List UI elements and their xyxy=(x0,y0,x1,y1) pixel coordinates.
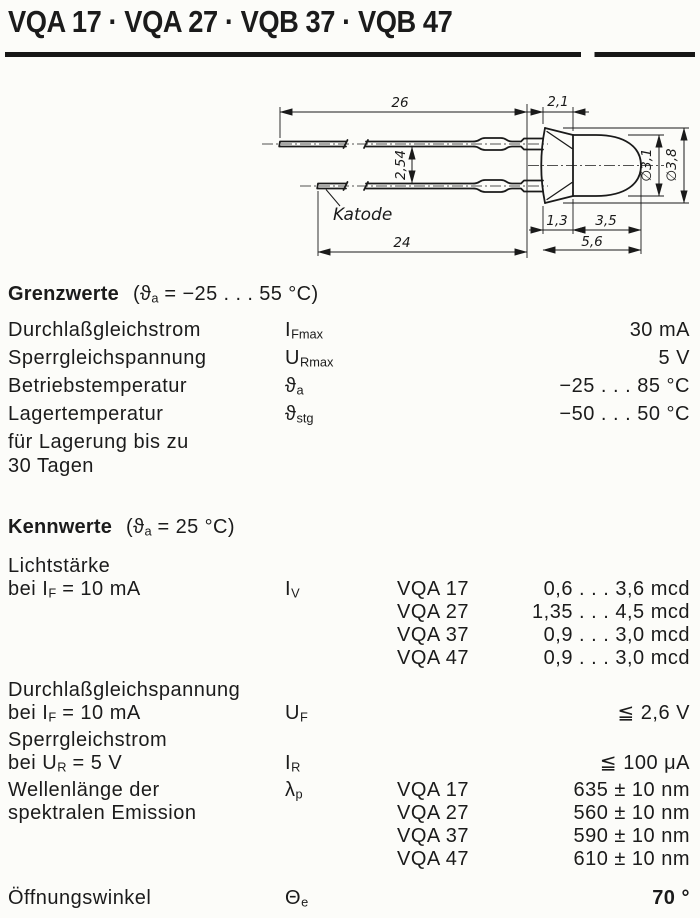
param-value: −25 . . . 85 °C xyxy=(559,375,690,397)
dim-seg2-label: 3,5 xyxy=(595,213,617,229)
extension-lines xyxy=(280,104,689,258)
dim-flange-width-label: 2,1 xyxy=(547,94,569,110)
param-value: 70 ° xyxy=(652,887,690,909)
spec-row xyxy=(8,753,690,776)
grenzwerte-section xyxy=(8,283,690,480)
param-label: 30 Tagen xyxy=(8,455,94,477)
param-label: bei IF = 10 mA xyxy=(8,702,141,725)
param-label: Lagertemperatur xyxy=(8,403,164,425)
param-value: 635 ± 10 nm xyxy=(573,779,690,801)
param-value: 30 mA xyxy=(629,319,690,341)
led-dimension-drawing xyxy=(250,80,700,275)
param-label: spektralen Emission xyxy=(8,802,197,824)
katode-leader-line xyxy=(326,190,340,207)
spec-row xyxy=(8,456,690,480)
device-type: VQA 17 xyxy=(397,779,469,801)
param-value: 5 V xyxy=(658,347,690,369)
spec-row xyxy=(8,703,690,726)
centerlines xyxy=(262,144,664,186)
spec-row xyxy=(8,826,690,849)
param-label: bei IF = 10 mA xyxy=(8,578,141,601)
spec-row xyxy=(8,680,690,703)
param-label: Sperrgleichspannung xyxy=(8,347,207,369)
dim-bottom-lead-label: 24 xyxy=(393,235,411,251)
param-symbol: ϑa xyxy=(285,375,304,398)
spec-row xyxy=(8,348,690,376)
param-symbol: IR xyxy=(285,752,301,775)
device-type: VQA 37 xyxy=(397,825,469,847)
param-symbol: IFmax xyxy=(285,319,324,342)
param-symbol: IV xyxy=(285,578,300,601)
spec-row xyxy=(8,780,690,803)
dim-flange-diameter-label: ∅3,8 xyxy=(664,148,680,182)
param-label: Lichtstärke xyxy=(8,555,111,577)
dim-seg1-label: 1,3 xyxy=(546,213,568,229)
param-label: bei UR = 5 V xyxy=(8,752,123,775)
param-value: 610 ± 10 nm xyxy=(573,848,690,870)
spec-row xyxy=(8,888,690,911)
param-symbol: Θe xyxy=(285,887,309,910)
katode-label: Katode xyxy=(333,205,393,225)
spec-row xyxy=(8,579,690,602)
dim-top-lead-label: 26 xyxy=(391,95,409,111)
param-symbol: λp xyxy=(285,779,303,802)
dim-dome-diameter-label: ∅3,1 xyxy=(639,148,655,182)
param-value: −50 . . . 50 °C xyxy=(559,403,690,425)
section-heading-grenzwerte: Grenzwerte (ϑa = −25 . . . 55 °C) xyxy=(8,283,319,306)
spec-row xyxy=(8,432,690,456)
device-type: VQA 27 xyxy=(397,601,469,623)
device-type: VQA 37 xyxy=(397,624,469,646)
page-title: VQA 17 · VQA 27 · VQB 37 · VQB 47 xyxy=(8,4,453,39)
param-value: 0,9 . . . 3,0 mcd xyxy=(543,647,690,669)
device-type: VQA 17 xyxy=(397,578,469,600)
kennwerte-section xyxy=(8,516,690,911)
param-value: 590 ± 10 nm xyxy=(573,825,690,847)
param-label: Wellenlänge der xyxy=(8,779,160,801)
spec-row xyxy=(8,849,690,872)
spec-row xyxy=(8,625,690,648)
title-divider xyxy=(5,52,695,57)
param-symbol: UF xyxy=(285,702,308,725)
spec-row xyxy=(8,648,690,671)
param-value: 560 ± 10 nm xyxy=(573,802,690,824)
param-symbol: ϑstg xyxy=(285,403,314,426)
dim-lead-pitch-label: 2,54 xyxy=(393,149,409,181)
param-value: ≦ 2,6 V xyxy=(617,702,690,724)
param-label: für Lagerung bis zu xyxy=(8,431,189,453)
param-value: 1,35 . . . 4,5 mcd xyxy=(532,601,690,623)
device-type: VQA 47 xyxy=(397,647,469,669)
param-label: Betriebstemperatur xyxy=(8,375,188,397)
section-heading-kennwerte: Kennwerte (ϑa = 25 °C) xyxy=(8,516,235,539)
param-value: 0,9 . . . 3,0 mcd xyxy=(543,624,690,646)
param-value: 0,6 . . . 3,6 mcd xyxy=(543,578,690,600)
spec-row xyxy=(8,556,690,579)
param-label: Durchlaßgleichspannung xyxy=(8,679,241,701)
spec-row xyxy=(8,320,690,348)
param-label: Öffnungswinkel xyxy=(8,887,152,909)
param-symbol: URmax xyxy=(285,347,334,370)
device-type: VQA 47 xyxy=(397,848,469,870)
spec-row xyxy=(8,404,690,432)
param-label: Sperrgleichstrom xyxy=(8,729,168,751)
dimension-lines xyxy=(280,112,684,252)
top-lead-outline xyxy=(279,138,543,150)
dim-body-length-label: 5,6 xyxy=(581,234,603,250)
spec-row xyxy=(8,803,690,826)
spec-row xyxy=(8,602,690,625)
param-label: Durchlaßgleichstrom xyxy=(8,319,201,341)
param-value: ≦ 100 μA xyxy=(599,752,690,774)
spec-row xyxy=(8,730,690,753)
spec-row xyxy=(8,376,690,404)
device-type: VQA 27 xyxy=(397,802,469,824)
